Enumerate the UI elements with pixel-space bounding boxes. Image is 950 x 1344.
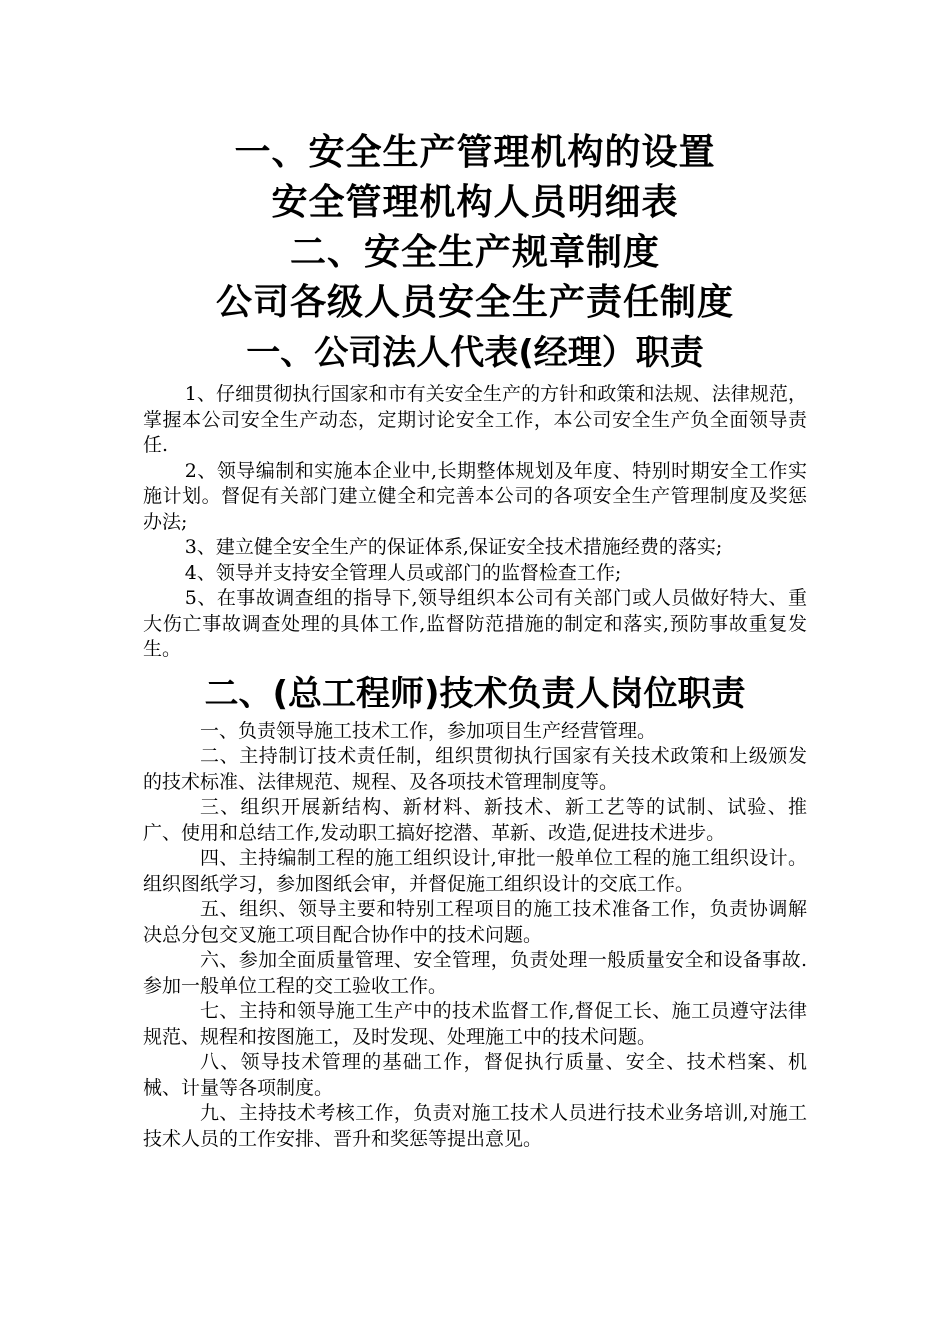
title-safety-organization: 一、安全生产管理机构的设置 [234, 132, 716, 173]
section1-paragraph: 4、领导并支持安全管理人员或部门的监督检查工作; [184, 561, 622, 584]
section2-paragraph: 五、组织、领导主要和特别工程项目的施工技术准备工作，负责协调解决总分包交叉施工项目配合协作中的技术问题。 [143, 898, 807, 946]
section2-paragraph: 三、组织开展新结构、新材料、新技术、新工艺等的试制、试验、推广、使用和总结工作,发动职工搞好挖潜、革新、改造,促进技术进步。 [143, 796, 807, 844]
section2-paragraph: 九、主持技术考核工作，负责对施工技术人员进行技术业务培训,对施工技术人员的工作安排、晋升和奖惩等提出意见。 [143, 1102, 807, 1150]
section2-paragraph: 二、主持制订技术责任制，组织贯彻执行国家有关技术政策和上级颁发的技术标准、法律规范、规程、及各项技术管理制度等。 [143, 745, 807, 793]
section1-paragraph: 3、建立健全安全生产的保证体系,保证安全技术措施经费的落实; [184, 536, 723, 558]
section2-paragraph: 六、参加全面质量管理、安全管理，负责处理一般质量安全和设备事故.参加一般单位工程的交工验收工作。 [143, 949, 807, 997]
title-safety-rules: 二、安全生产规章制度 [289, 232, 660, 273]
document-page [143, 128, 807, 1152]
section1-body [143, 382, 807, 663]
section2-paragraph: 一、负责领导施工技术工作，参加项目生产经营管理。 [200, 719, 657, 742]
section2-paragraph: 八、领导技术管理的基础工作，督促执行质量、安全、技术档案、机械、计量等各项制度。 [143, 1051, 807, 1099]
section1-paragraph: 5、在事故调查组的指导下,领导组织本公司有关部门或人员做好特大、重大伤亡事故调查处理的具体工作,监督防范措施的制定和落实,预防事故重复发生。 [143, 587, 807, 660]
section1-heading: 一、公司法人代表(经理）职责 [246, 333, 704, 373]
section2-paragraph: 七、主持和领导施工生产中的技术监督工作,督促工长、施工员遵守法律规范、规程和按图施工，及时发现、处理施工中的技术问题。 [143, 1000, 807, 1048]
title-responsibility-system: 公司各级人员安全生产责任制度 [215, 282, 734, 323]
section2-heading: 二、(总工程师)技术负责人岗位职责 [204, 673, 746, 714]
section1-paragraph: 1、仔细贯彻执行国家和市有关安全生产的方针和政策和法规、法律规范，掌握本公司安全生产动态，定期讨论安全工作，本公司安全生产负全面领导责任. [143, 383, 807, 456]
title-personnel-list: 安全管理机构人员明细表 [271, 182, 679, 223]
section2-paragraph: 四、主持编制工程的施工组织设计,审批一般单位工程的施工组织设计。组织图纸学习，参加图纸会审，并督促施工组织设计的交底工作。 [143, 847, 807, 895]
section1-paragraph: 2、领导编制和实施本企业中,长期整体规划及年度、特别时期安全工作实施计划。督促有关部门建立健全和完善本公司的各项安全生产管理制度及奖惩办法; [143, 459, 807, 533]
section2-body [143, 719, 807, 1153]
